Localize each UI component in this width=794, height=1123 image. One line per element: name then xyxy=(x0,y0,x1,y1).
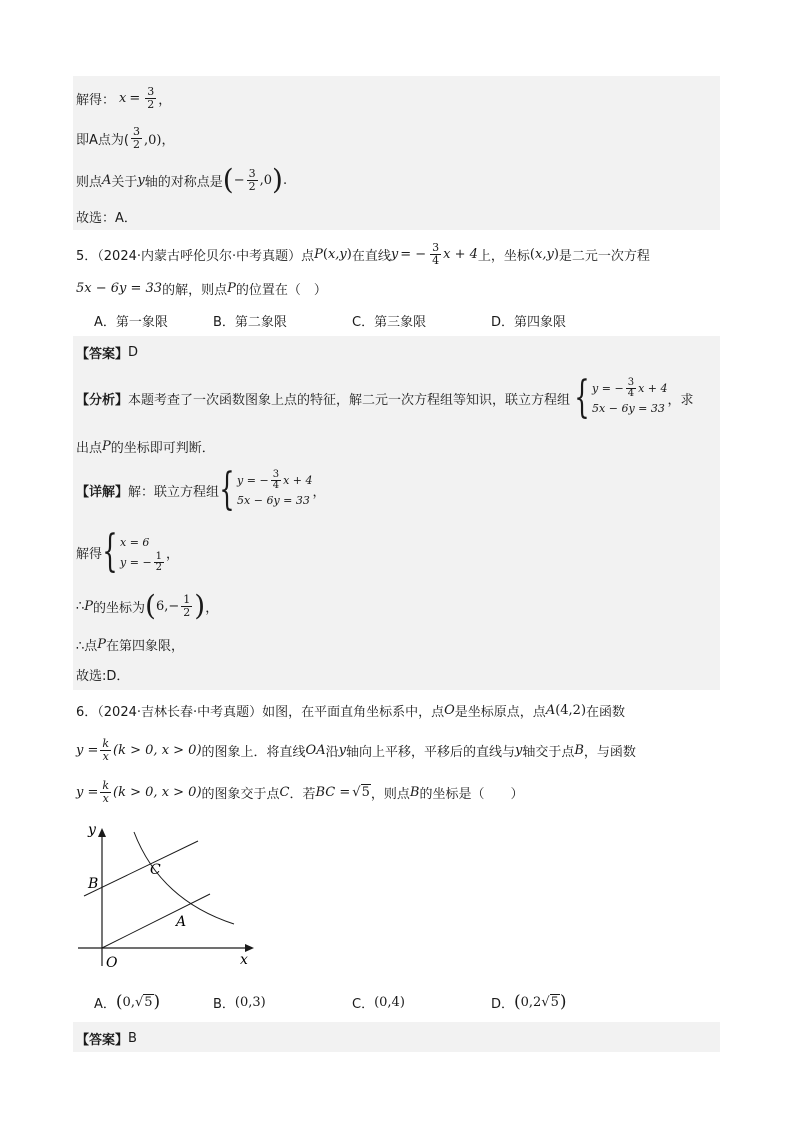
denominator: 2 xyxy=(155,561,163,573)
fraction xyxy=(430,242,441,267)
analysis-line xyxy=(76,372,694,424)
math-var: x,y xyxy=(327,246,347,262)
math-expr: x + 4 xyxy=(443,246,478,262)
text: 关于 xyxy=(111,174,138,190)
option-c[interactable] xyxy=(352,990,405,1014)
option-label: D． xyxy=(491,996,515,1012)
denominator: 4 xyxy=(627,387,635,399)
system-row xyxy=(592,378,667,398)
math-expr: (k > 0, x > 0) xyxy=(113,784,202,800)
numerator: 1 xyxy=(183,592,191,606)
numerator: 3 xyxy=(147,84,155,98)
math-expr: x = 6 xyxy=(120,535,150,549)
answer-value: B xyxy=(128,1030,137,1046)
text: ，求 xyxy=(667,392,694,408)
option-d[interactable] xyxy=(491,990,567,1014)
text: 即A点为( xyxy=(76,132,129,148)
math-expr: x + 4 xyxy=(283,473,313,487)
text: 本题考查了一次函数图象上点的特征，解二元一次方程组等知识，联立方程组 xyxy=(128,392,571,408)
math-op: − xyxy=(233,172,245,188)
y-axis-arrow xyxy=(98,828,106,837)
system-rows xyxy=(237,470,312,510)
paren: ) xyxy=(580,702,587,718)
quadrant-line xyxy=(76,634,184,654)
numerator: 1 xyxy=(155,550,163,562)
math-expr: y = − xyxy=(237,473,269,487)
fraction xyxy=(131,126,142,151)
text: ，与函数 xyxy=(583,744,636,760)
answer-tag: 【答案】 xyxy=(76,346,129,362)
system-row xyxy=(237,470,312,490)
question-5-line2 xyxy=(76,278,327,298)
sqrt-radicand: 5 xyxy=(144,995,153,1010)
detail-tag: 【详解】 xyxy=(76,484,129,500)
right-paren: ) xyxy=(194,589,206,622)
text: 解得： xyxy=(76,92,116,108)
text: ，则点 xyxy=(370,786,410,802)
math-expr: 5x − 6y = 33 xyxy=(237,493,310,507)
paren: ) xyxy=(346,246,352,262)
text: 5．（2024·内蒙古呼伦贝尔·中考真题）点 xyxy=(76,248,315,264)
text: ．若 xyxy=(289,786,316,802)
system-rows xyxy=(120,532,166,572)
equation-system xyxy=(219,464,313,515)
option-label: C．第三象限 xyxy=(352,315,427,330)
math-expr: 6,− xyxy=(155,598,180,614)
text: . xyxy=(282,172,288,188)
numerator: k xyxy=(102,736,110,750)
text: 轴向上平移，平移后的直线与 xyxy=(345,744,515,760)
line-bc xyxy=(84,841,198,896)
system-rows xyxy=(592,378,667,418)
denominator: 4 xyxy=(432,253,440,267)
point-a-line xyxy=(76,120,174,156)
sqrt-radicand: 5 xyxy=(550,995,559,1010)
x-axis-label: x xyxy=(240,952,248,968)
sqrt-sign: √ xyxy=(134,994,144,1010)
text: 解得 xyxy=(76,546,103,562)
fraction xyxy=(271,470,281,491)
text: 故选:D． xyxy=(76,668,130,684)
answer-block-q6 xyxy=(73,1022,720,1052)
math-var: x,y xyxy=(535,246,554,262)
fraction xyxy=(100,738,111,763)
symmetry-line xyxy=(76,162,287,198)
question-5-line1 xyxy=(76,236,650,272)
option-b[interactable] xyxy=(213,311,287,330)
math-var: O xyxy=(444,702,455,718)
numerator: k xyxy=(102,778,110,792)
math-var: B xyxy=(574,742,584,758)
sqrt-sign: √ xyxy=(541,994,550,1010)
math-expr: (k > 0, x > 0) xyxy=(113,742,202,758)
fraction xyxy=(247,168,258,193)
line-oa xyxy=(102,894,210,948)
point-a-label: A xyxy=(176,914,187,930)
paren: ) xyxy=(153,992,161,1012)
system-row xyxy=(237,490,312,510)
math-expr: x + 4 xyxy=(638,381,668,395)
text: 在第四象限， xyxy=(106,638,185,654)
text: ， xyxy=(166,546,180,562)
numerator: 3 xyxy=(627,376,635,388)
question-6-line2 xyxy=(76,732,636,768)
math-expr: y = xyxy=(76,742,99,758)
text: ， xyxy=(205,600,219,616)
equation-system xyxy=(574,372,668,423)
sqrt-sign: √ xyxy=(352,784,361,800)
math-expr: 5x − 6y = 33 xyxy=(592,401,665,415)
math-var: y xyxy=(390,246,399,262)
denominator: x xyxy=(102,791,109,805)
fraction xyxy=(154,552,164,573)
numerator: 3 xyxy=(432,240,440,254)
numerator: 3 xyxy=(272,468,280,480)
text: 的坐标为 xyxy=(93,600,146,616)
paren: ( xyxy=(555,702,561,718)
left-paren: ( xyxy=(222,163,234,196)
text: 上，坐标 xyxy=(477,248,530,264)
text: 的解，则点 xyxy=(162,282,228,298)
paren: ) xyxy=(553,246,559,262)
text: ,0)， xyxy=(143,132,175,148)
option-label: B．第二象限 xyxy=(213,315,287,330)
math-op: = xyxy=(129,90,141,106)
coordinate-line xyxy=(76,588,218,624)
option-value: 0, xyxy=(122,994,135,1010)
text: 的坐标是（ ） xyxy=(419,786,524,802)
paren: ) xyxy=(559,992,567,1012)
option-d[interactable] xyxy=(491,311,566,330)
question-6-line3 xyxy=(76,774,523,810)
option-value: (0,4) xyxy=(374,994,405,1010)
math-expr: y = xyxy=(76,784,99,800)
coordinate-graph xyxy=(72,820,262,970)
math-var: P xyxy=(97,636,107,652)
denominator: x xyxy=(102,749,109,763)
numerator: 3 xyxy=(248,166,256,180)
origin-label: O xyxy=(106,955,118,970)
solution-line xyxy=(76,526,179,578)
option-label: A． xyxy=(94,996,116,1012)
detail-line xyxy=(76,464,326,516)
option-a[interactable] xyxy=(94,311,168,330)
math-expr: 5x − 6y = 33 xyxy=(76,280,163,296)
text: 出点 xyxy=(76,440,103,456)
text: 轴交于点 xyxy=(522,744,575,760)
math-var: C xyxy=(279,784,290,800)
math-expr: y = − xyxy=(120,555,152,569)
text: 在直线 xyxy=(351,248,391,264)
text: 是坐标原点，点 xyxy=(454,704,546,720)
math-var: y xyxy=(137,172,145,188)
numerator: 3 xyxy=(132,124,140,138)
math-var: P xyxy=(102,438,111,454)
option-label: B． xyxy=(213,996,235,1012)
right-paren: ) xyxy=(272,163,283,196)
paren: ( xyxy=(115,992,123,1012)
math-var: x xyxy=(119,90,127,106)
text: 6．（2024·吉林长春·中考真题）如图，在平面直角坐标系中，点 xyxy=(76,704,445,720)
math-var: P xyxy=(314,246,323,262)
brace: { xyxy=(574,372,590,423)
text: 解：联立方程组 xyxy=(128,484,220,500)
text: ， xyxy=(158,92,172,108)
system-row xyxy=(120,552,166,572)
fraction xyxy=(145,86,156,111)
math-var: A xyxy=(102,172,112,188)
text: 的位置在（ ） xyxy=(235,282,327,298)
y-axis-label: y xyxy=(88,822,96,838)
left-paren: ( xyxy=(145,589,156,622)
paren: ( xyxy=(322,246,328,262)
option-a[interactable] xyxy=(94,990,160,1014)
text: 的图象上．将直线 xyxy=(201,744,306,760)
math-var: y xyxy=(514,742,523,758)
math-op: = − xyxy=(400,246,427,262)
text: 是二元一次方程 xyxy=(558,248,650,264)
system-row xyxy=(592,398,667,418)
text: 的图象交于点 xyxy=(201,786,280,802)
answer-line xyxy=(76,342,138,362)
fraction xyxy=(181,594,192,619)
text: ∴ xyxy=(76,598,85,614)
math-var: OA xyxy=(305,742,326,758)
text: 则点 xyxy=(76,174,103,190)
denominator: 2 xyxy=(248,179,256,193)
choose-line xyxy=(76,664,129,684)
analysis-line2 xyxy=(76,436,215,456)
text: 沿 xyxy=(325,744,339,760)
option-label: C． xyxy=(352,996,375,1012)
math-var: B xyxy=(409,784,420,800)
option-value: 0,2 xyxy=(520,994,542,1010)
fraction xyxy=(100,780,111,805)
system-row xyxy=(120,532,166,552)
paren: ( xyxy=(514,992,521,1012)
fraction xyxy=(626,378,636,399)
hyperbola xyxy=(134,832,234,924)
point-b-label: B xyxy=(88,876,99,892)
math-expr: 4,2 xyxy=(560,702,581,718)
math-expr: BC = xyxy=(315,784,351,800)
text: 故选：A． xyxy=(76,210,137,226)
choose-line xyxy=(76,206,137,226)
option-label: D．第四象限 xyxy=(491,315,567,330)
text: 在函数 xyxy=(586,704,626,720)
text: 的坐标即可判断． xyxy=(110,440,215,456)
paren: ( xyxy=(529,246,535,262)
sqrt-radicand: 5 xyxy=(361,785,370,800)
option-c[interactable] xyxy=(352,311,426,330)
math-var: P xyxy=(227,280,236,296)
denominator: 2 xyxy=(132,137,140,151)
denominator: 4 xyxy=(272,479,280,491)
math-var: y xyxy=(338,742,346,758)
answer-line xyxy=(76,1028,137,1048)
answer-tag: 【答案】 xyxy=(76,1032,129,1048)
option-b[interactable] xyxy=(213,990,266,1014)
denominator: 2 xyxy=(147,97,155,111)
question-6-line1 xyxy=(76,700,625,720)
point-c-label: C xyxy=(150,862,161,878)
analysis-tag: 【分析】 xyxy=(76,392,129,408)
answer-value: D xyxy=(128,344,139,360)
x-axis-arrow xyxy=(245,944,254,952)
math-var: A xyxy=(545,702,556,718)
text: 轴的对称点是 xyxy=(144,174,223,190)
denominator: 2 xyxy=(183,605,191,619)
option-label: A．第一象限 xyxy=(94,315,168,330)
brace: { xyxy=(219,464,235,515)
text: ∴点 xyxy=(76,638,98,654)
text: ,0 xyxy=(259,172,273,188)
solution-system xyxy=(102,526,166,577)
brace: { xyxy=(102,526,118,577)
math-expr: y = − xyxy=(592,381,624,395)
option-value: (0,3) xyxy=(234,994,266,1010)
text: ， xyxy=(312,484,326,500)
math-var: P xyxy=(84,598,94,614)
solve-line xyxy=(76,80,171,116)
